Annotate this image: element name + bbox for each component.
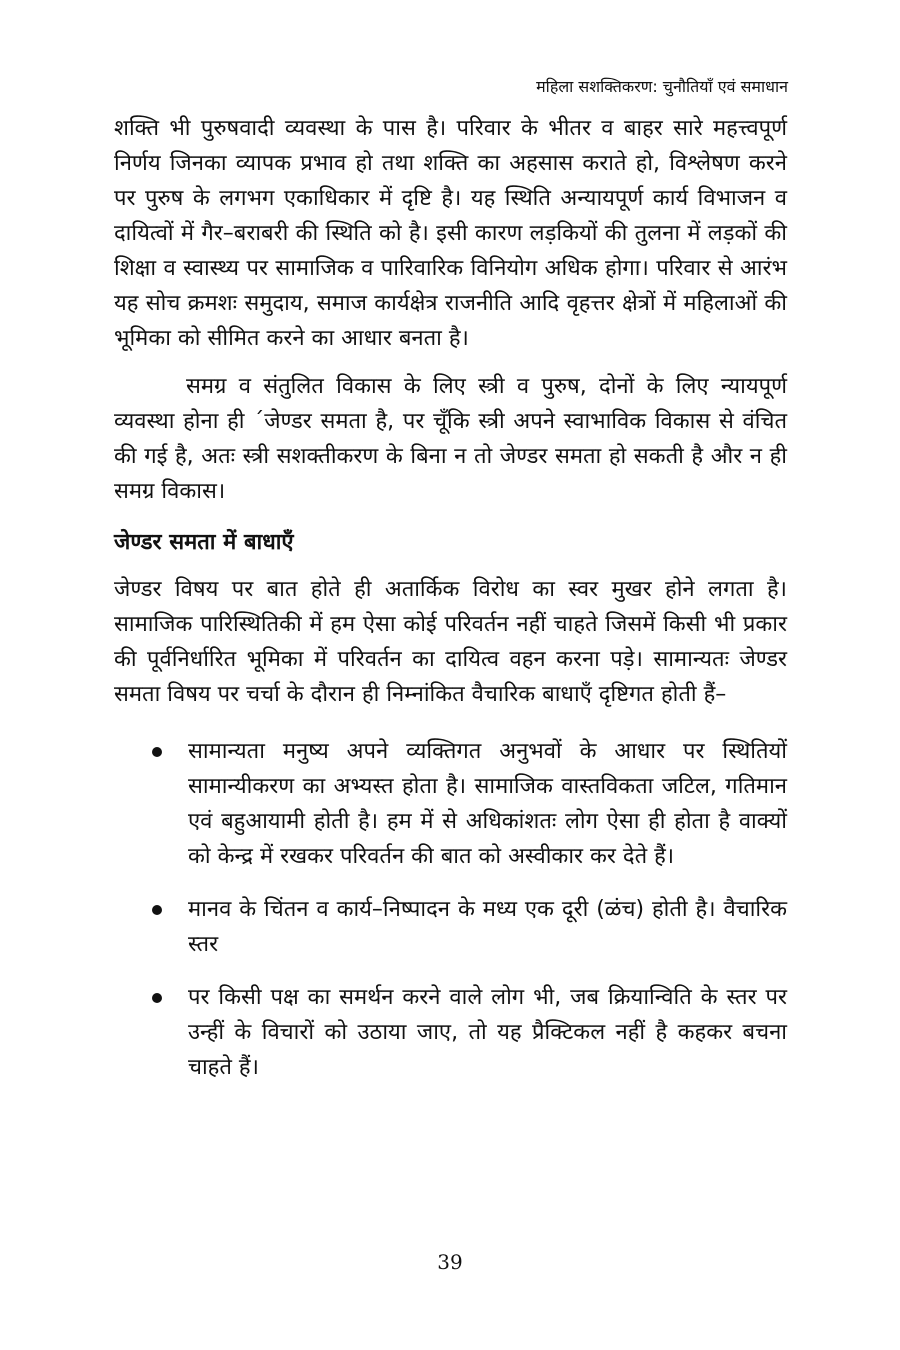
page-body	[114, 111, 787, 1103]
page-number: 39	[437, 1250, 463, 1274]
body-paragraph: समग्र व संतुलित विकास के लिए स्त्री व पुरुष, दोनों के लिए न्यायपूर्ण व्यवस्था होना ही ´जेण्डर समता है, पर चूँकि स्त्री अपने स्वाभाविक विकास से वंचित की गई है, अतः स्त्री सशक्तीकरण के बिना न तो जेण्डर समता हो सकती है और न ही समग्र विकास।	[114, 374, 787, 504]
bullet-dot-icon	[152, 905, 162, 915]
running-header: महिला सशक्तिकरण: चुनौतियाँ एवं समाधान	[536, 77, 788, 96]
bullet-list	[114, 734, 787, 1085]
bullet-item	[114, 734, 787, 874]
section-heading: जेण्डर समता में बाधाएँ	[114, 530, 294, 555]
bullet-item	[114, 892, 787, 962]
bullet-text: सामान्यता मनुष्य अपने व्यक्तिगत अनुभवों के आधार पर स्थितियों सामान्यीकरण का अभ्यस्त होता है। सामाजिक वास्तविकता जटिल, गतिमान एवं बहुआयामी होती है। हम में से अधिकांशतः लोग ऐसा ही होता है वाक्यों को केन्द्र में रखकर परिवर्तन की बात को अस्वीकार कर देते हैं।	[188, 739, 787, 869]
bullet-dot-icon	[152, 993, 162, 1003]
bullet-text: मानव के चिंतन व कार्य–निष्पादन के मध्य एक दूरी (ळंच) होती है। वैचारिक स्तर	[188, 897, 787, 957]
bullet-dot-icon	[152, 747, 162, 757]
bullet-item	[114, 980, 787, 1085]
body-paragraph: शक्ति भी पुरुषवादी व्यवस्था के पास है। परिवार के भीतर व बाहर सारे महत्त्वपूर्ण निर्णय जिनका व्यापक प्रभाव हो तथा शक्ति का अहसास कराते हो, विश्लेषण करने पर पुरुष के लगभग एकाधिकार में दृष्टि है। यह स्थिति अन्यायपूर्ण कार्य विभाजन व दायित्वों में गैर–बराबरी की स्थिति को है। इसी कारण लड़कियों की तुलना में लड़कों की शिक्षा व स्वास्थ्य पर सामाजिक व पारिवारिक विनियोग अधिक होगा। परिवार से आरंभ यह सोच क्रमशः समुदाय, समाज कार्यक्षेत्र राजनीति आदि वृहत्तर क्षेत्रों में महिलाओं की भूमिका को सीमित करने का आधार बनता है।	[114, 116, 787, 351]
bullet-text: पर किसी पक्ष का समर्थन करने वाले लोग भी, जब क्रियान्विति के स्तर पर उन्हीं के विचारों को उठाया जाए, तो यह प्रैक्टिकल नहीं है कहकर बचना चाहते हैं।	[188, 985, 787, 1080]
body-paragraph: जेण्डर विषय पर बात होते ही अतार्किक विरोध का स्वर मुखर होने लगता है। सामाजिक पारिस्थितिकी में हम ऐसा कोई परिवर्तन नहीं चाहते जिसमें किसी भी प्रकार की पूर्वनिर्धारित भूमिका में परिवर्तन का दायित्व वहन करना पड़े। सामान्यतः जेण्डर समता विषय पर चर्चा के दौरान ही निम्नांकित वैचारिक बाधाएँ दृष्टिगत होती हैं–	[114, 577, 787, 707]
